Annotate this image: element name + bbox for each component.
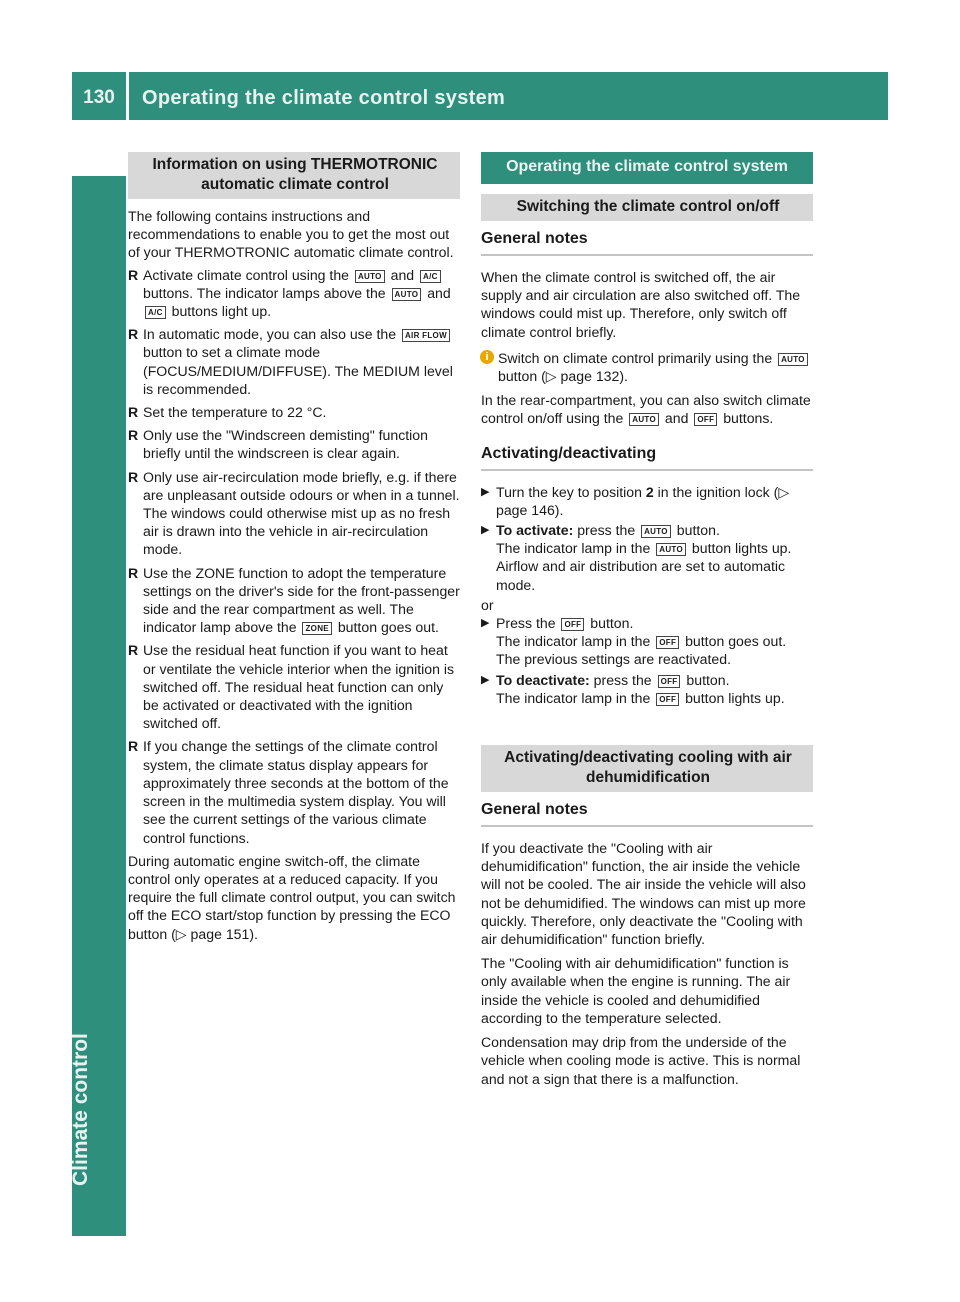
off-button-icon: OFF (656, 693, 679, 706)
general-notes-heading: General notes (481, 229, 813, 256)
ac-button-icon: A/C (145, 306, 166, 319)
cooling-paragraph-2: The "Cooling with air dehumidification" function is only available when the engine is running. The air inside the vehicle is cooled and dehumidified according to the temperature selected. (481, 955, 791, 1026)
intro-paragraph: The following contains instructions and recommendations to enable you to get the most out of your THERMOTRONIC automatic climate control. (128, 208, 454, 261)
header-divider (126, 72, 129, 120)
auto-button-icon: AUTO (629, 413, 659, 426)
right-column (481, 152, 813, 1088)
list-item: R Only use air-recirculation mode briefly, e.g. if there are unpleasant outside odours or when in a tunnel. The windows could otherwise mist up as no fresh air is drawn into the vehicle in air-recirculation mode. (128, 468, 460, 558)
cooling-paragraph-1: If you deactivate the "Cooling with air dehumidification" function, the air inside the vehicle will not be cooled. The air inside the vehicle will also not be dehumidified. The windows can mist up more quickly. Therefore, only deactivate the "Cooling with air dehumidification" function briefly. (481, 840, 806, 948)
bullet-icon: R (128, 738, 139, 755)
auto-button-icon: AUTO (778, 353, 808, 366)
list-item: R Use the ZONE function to adopt the temperature settings on the driver's side for the front-passenger side and the rear compartment as well. The indicator lamp above the ZONE button goes out. (128, 564, 460, 636)
general-notes-heading-2: General notes (481, 800, 813, 827)
auto-button-icon: AUTO (641, 525, 671, 538)
list-item: R Only use the "Windscreen demisting" function briefly until the windscreen is clear again. (128, 427, 428, 462)
bullet-icon: R (128, 427, 139, 444)
rear-paragraph: In the rear-compartment, you can also switch climate control on/off using the AUTO and OFF buttons. (481, 392, 811, 427)
tips-list (128, 266, 460, 847)
page-number: 130 (83, 87, 115, 108)
section-title: Operating the climate control system (481, 152, 813, 184)
header-title: Operating the climate control system (142, 87, 506, 109)
auto-button-icon: AUTO (392, 288, 422, 301)
list-item: R In automatic mode, you can also use the AIR FLOW button to set a climate mode (FOCUS/MEDIUM/DIFFUSE). The MEDIUM level is recommended. (128, 326, 453, 397)
off-button-icon: OFF (658, 675, 681, 688)
off-button-icon: OFF (561, 618, 584, 631)
list-item: R If you change the settings of the climate control system, the climate status display appears for approximately three seconds at the bottom of the screen in the multimedia system display. You will see the current settings of the various climate control functions. (128, 738, 449, 846)
cooling-paragraph-3: Condensation may drip from the underside of the vehicle when cooling mode is active. This is normal and not a sign that there is a malfunction. (481, 1034, 801, 1087)
chapter-label: Climate control (69, 1033, 92, 1186)
bullet-icon: R (128, 266, 139, 283)
bullet-icon: R (128, 564, 139, 581)
page-header (72, 72, 888, 120)
ac-button-icon: A/C (420, 270, 441, 283)
step-item: ▶ To activate: press the AUTO button. The indicator lamp in the AUTO button lights up. Airflow and air distribution are set to automatic mode. (481, 522, 792, 593)
step-arrow-icon: ▶ (481, 524, 490, 537)
info-note: i Switch on climate control primarily using the AUTO button (▷ page 132). (481, 349, 813, 385)
or-text: or (481, 596, 494, 613)
chapter-sidebar (69, 176, 126, 1236)
airflow-button-icon: AIR FLOW (402, 329, 450, 342)
list-item: R Set the temperature to 22 °C. (128, 404, 327, 421)
list-item: R Use the residual heat function if you want to heat or ventilate the vehicle interior when the ignition is switched off. The residual heat function can only be activated or deactivated with the ignition switched off. (128, 642, 455, 732)
general-notes-paragraph: When the climate control is switched off, the air supply and air circulation are also switched off. The windows could mist up. Therefore, only switch off climate control briefly. (481, 269, 801, 340)
switching-heading: Switching the climate control on/off (481, 194, 813, 221)
info-icon: i (480, 350, 494, 364)
zone-button-icon: ZONE (302, 622, 331, 635)
activating-heading: Activating/deactivating (481, 444, 813, 471)
eco-paragraph: During automatic engine switch-off, the climate control only operates at a reduced capacity. If you require the full climate control output, you can switch off the ECO start/stop function by pressing the ECO button (▷ page 151). (128, 852, 456, 942)
auto-button-icon: AUTO (656, 543, 686, 556)
off-button-icon: OFF (694, 413, 717, 426)
bullet-icon: R (128, 326, 139, 343)
auto-button-icon: AUTO (355, 270, 385, 283)
list-item: R Activate climate control using the AUTO and A/C buttons. The indicator lamps above the AUTO and A/C buttons light up. (128, 266, 451, 320)
step-arrow-icon: ▶ (481, 485, 490, 498)
bullet-icon: R (128, 642, 139, 659)
step-item: ▶ Press the OFF button. The indicator lamp in the OFF button goes out. The previous settings are reactivated. (481, 615, 787, 668)
bullet-icon: R (128, 468, 139, 485)
step-item: ▶ Turn the key to position 2 in the ignition lock (▷ page 146). (481, 483, 790, 518)
left-column (128, 152, 460, 943)
thermotronic-heading: Information on using THERMOTRONIC automatic climate control (128, 152, 460, 199)
off-button-icon: OFF (656, 636, 679, 649)
step-arrow-icon: ▶ (481, 673, 490, 686)
cooling-heading: Activating/deactivating cooling with air dehumidification (481, 745, 813, 792)
bullet-icon: R (128, 404, 139, 421)
step-arrow-icon: ▶ (481, 617, 490, 630)
step-item: ▶ To deactivate: press the OFF button. The indicator lamp in the OFF button lights up. (481, 671, 785, 706)
